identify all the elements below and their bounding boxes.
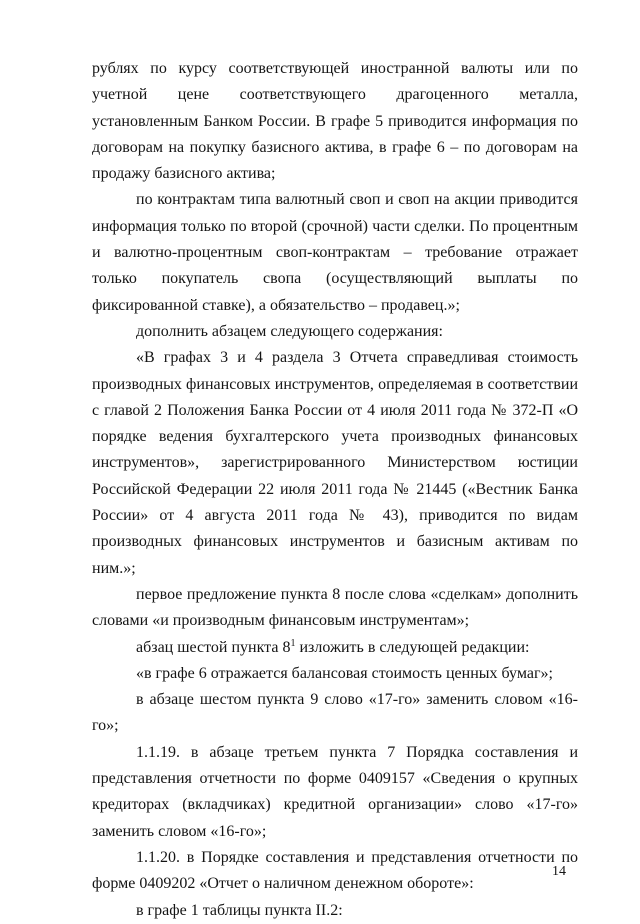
paragraph-3: дополнить абзацем следующего содержания: [136, 322, 443, 340]
paragraph-6-text-end: изложить в следующей редакции: [295, 638, 530, 656]
paragraph-7: «в графе 6 отражается балансовая стоимость ценных бумаг»; [136, 664, 553, 682]
paragraph-6 [92, 635, 578, 661]
page-number: 14 [552, 864, 566, 879]
paragraph-4: «В графах 3 и 4 раздела 3 Отчета справедливая стоимость производных финансовых инструментов, определяемая в соответствии с главой 2 Положения Банка России от 4 июля 2011 года № 372-П «О порядке ведения бухгалтерского учета производных финансовых инструментов», зарегистрированного Министерством юстиции Российской Федерации 22 июля 2011 года № 21445 («Вестник Банка России» от 4 августа 2011 года № 43), приводится по видам производных финансовых инструментов и базисным активам по ним.»; [92, 349, 578, 577]
paragraph-9: 1.1.19. в абзаце третьем пункта 7 Порядка составления и представления отчетности по форме 0409157 «Сведения о крупных кредиторах (вкладчиках) кредитной организации» слово «17-го» заменить словом «16-го»; [92, 743, 578, 840]
paragraph-11: в графе 1 таблицы пункта II.2: [136, 901, 343, 919]
paragraph-6-text: абзац шестой пункта 8 [136, 638, 291, 656]
paragraph-5: первое предложение пункта 8 после слова «сделкам» дополнить словами «и производным финансовым инструментам»; [92, 585, 578, 630]
paragraph-10: 1.1.20. в Порядке составления и представления отчетности по форме 0409202 «Отчет о наличном денежном обороте»: [92, 848, 578, 893]
paragraph-2: по контрактам типа валютный своп и своп на акции приводится информация только по второй (срочной) части сделки. По процентным и валютно-процентным своп-контрактам – требование отражает только покупатель свопа (осуществляющий выплаты по фиксированной ставке), а обязательство – продавец.»; [92, 191, 578, 314]
superscript-1: 1 [290, 637, 296, 649]
paragraph-1: рублях по курсу соответствующей иностранной валюты или по учетной цене соответствующего драгоценного металла, установленным Банком России. В графе 5 приводится информация по договорам на покупку базисного актива, в графе 6 – по договорам на продажу базисного актива; [92, 60, 578, 183]
paragraph-8: в абзаце шестом пункта 9 слово «17-го» заменить словом «16-го»; [92, 691, 578, 735]
body-text [92, 56, 578, 924]
